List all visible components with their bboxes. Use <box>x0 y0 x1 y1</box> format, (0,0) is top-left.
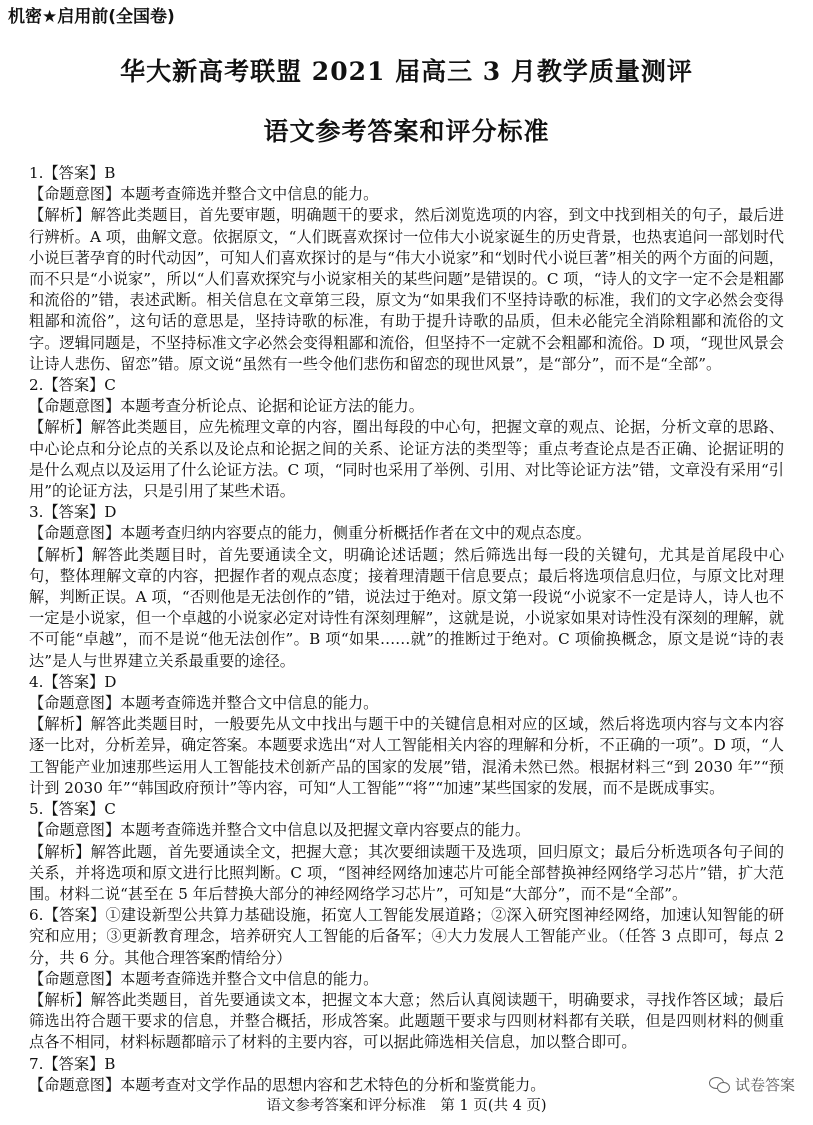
text-line: 4.【答案】D <box>29 672 117 691</box>
text-line: 【解析】解答此类题目，首先要通读文本，把握文本大意；然后认真阅读题干，明确要求，寻找作答区域；最后筛选出符合题干要求的信息，并整合概括，形成答案。此题题干要求与四则材料都有关联，但是四则材料的侧重点各不相同，材料标题都暗示了材料的主要内容，可以据此筛选相关信息，加以整合即可。 <box>29 990 784 1052</box>
text-line: 【命题意图】本题考查分析论点、论据和论证方法的能力。 <box>29 397 424 416</box>
text-line: 【命题意图】本题考查筛选并整合文中信息的能力。 <box>29 185 379 204</box>
text-line: 【命题意图】本题考查筛选并整合文中信息以及把握文章内容要点的能力。 <box>29 821 531 840</box>
text-line: 3.【答案】D <box>29 503 117 522</box>
text-line: 6.【答案】①建设新型公共算力基础设施，拓宽人工智能发展道路；②深入研究图神经网络，加速认知智能的研究和应用；③更新教育理念，培养研究人工智能的后备军；④大力发展人工智能产业。（任答 3 点即可，每点 2 分，共 6 分。其他合理答案酌情给分） <box>29 906 784 967</box>
text-line: 【命题意图】本题考查筛选并整合文中信息的能力。 <box>29 969 379 988</box>
watermark <box>709 1074 795 1095</box>
document-subtitle: 语文参考答案和评分标准 <box>263 117 550 146</box>
text-line: 7.【答案】B <box>29 1054 116 1073</box>
text-line: 1.【答案】B <box>29 164 116 182</box>
text-line: 【命题意图】本题考查筛选并整合文中信息的能力。 <box>29 694 379 713</box>
text-line: 2.【答案】C <box>29 376 116 395</box>
text-line: 【解析】解答此类题目时，一般要先从文中找出与题干中的关键信息相对应的区域，然后将选项内容与文本内容逐一比对，分析差异，确定答案。本题要求选出“对人工智能相关内容的理解和分析，不正确的一项”。D 项，“人工智能产业加速那些运用人工智能技术创新产品的国家的发展”错，混淆未然已然。根据材料三“到 2030 年”“预计到 2030 年”“韩国政府预计”等内容，可知“人工智能”“将”“加速”某些国家的发展，而不是既成事实。 <box>29 715 784 797</box>
text-line: 5.【答案】C <box>29 800 116 819</box>
wechat-icon <box>709 1076 731 1093</box>
text-line: 【解析】解答此类题目，首先要审题，明确题干的要求，然后浏览选项的内容，到文中找到相关的句子，最后进行辨析。A 项，曲解文意。依据原文，“人们既喜欢探讨一位伟大小说家诞生的历史背景，也热衷追问一部划时代小说巨著孕育的时代动因”，可知人们喜欢探讨的是与“伟大小说家”和“划时代小说巨著”相关的两个方面的问题，而不只是“小说家”，所以“人们喜欢探究与小说家相关的某些问题”是错误的。C 项，“诗人的文字一定不会是粗鄙和流俗的”错，表述武断。相关信息在文章第三段，原文为“如果我们不坚持诗歌的标准，我们的文字必然会变得粗鄙和流俗”，这句话的意思是，坚持诗歌的标准，有助于提升诗歌的品质，但未必能完全消除粗鄙和流俗的文字。逻辑同题是，不坚持标准文字必然会变得粗鄙和流俗，但坚持不一定就不会粗鄙和流俗。D 项，“现世风景会让诗人悲伤、留恋”错。原文说“虽然有一些令他们悲伤和留恋的现世风景”，是“部分”，而不是“全部”。 <box>29 206 784 373</box>
text-line: 【命题意图】本题考查归纳内容要点的能力，侧重分析概括作者在文中的观点态度。 <box>29 524 591 543</box>
text-line: 【命题意图】本题考查对文学作品的思想内容和艺术特色的分析和鉴赏能力。 <box>29 1075 546 1094</box>
text-line: 【解析】解答此类题目时，首先要通读全文，明确论述话题；然后筛选出每一段的关键句，尤其是首尾段中心句，整体理解文章的内容，把握作者的观点态度；接着理清题干信息要点；最后将选项信息归位，与原文比对理解，判断正误。A 项，“否则他是无法创作的”错，说法过于绝对。原文第一段说“小说家不一定是诗人，诗人也不一定是小说家，但一个卓越的小说家必定对诗性有深刻理解”，这就是说，小说家如果对诗性没有深刻的理解，就不可能“卓越”，而不是说“他无法创作”。B 项“如果……就”的推断过于绝对。C 项偷换概念，原文是说“诗的表达”是人与世界建立关系最重要的途径。 <box>29 545 784 670</box>
watermark-text: 试卷答案 <box>734 1076 795 1094</box>
answer-content <box>29 163 784 1096</box>
document-title: 华大新高考联盟 2021 届高三 3 月教学质量测评 <box>120 57 693 86</box>
text-line: 【解析】解答此题，首先要通读全文，把握大意；其次要细读题干及选项，回归原文；最后分析选项各句子间的关系，并将选项和原文进行比照判断。C 项，“图神经网络加速芯片可能全部替换神经网络学习芯片”错，扩大范围。材料二说“甚至在 5 年后替换大部分的神经网络学习芯片”，可知是“大部分”，而不是“全部”。 <box>29 842 784 903</box>
text-line: 【解析】解答此类题目，应先梳理文章的内容，圈出每段的中心句，把握文章的观点、论据，分析文章的思路、中心论点和分论点的关系以及论点和论据之间的关系、论证方法的类型等；重点考查论点是否正确、论据证明的是什么观点以及运用了什么论证方法。C 项，“同时也采用了举例、引用、对比等论证方法”错，文章没有采用“引用”的论证方法，只是引用了某些术语。 <box>29 418 784 501</box>
classification-label: 机密★启用前(全国卷) <box>8 7 175 27</box>
page-footer: 语文参考答案和评分标准 第 1 页(共 4 页) <box>266 1098 547 1114</box>
